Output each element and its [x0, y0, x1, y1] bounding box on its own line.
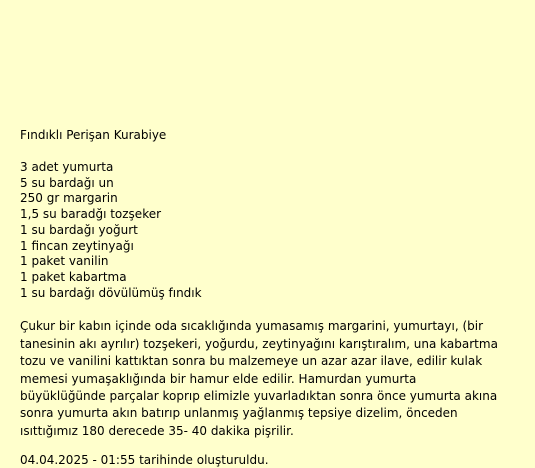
ingredient-item: 1 su bardağı dövülümüş fındık: [20, 285, 202, 300]
ingredient-item: 1 su bardağı yoğurt: [20, 222, 138, 237]
ingredient-item: 1,5 su baradğı tozşeker: [20, 207, 162, 222]
ingredient-item: 1 paket kabartma: [20, 269, 127, 284]
created-timestamp: 04.04.2025 - 01:55 tarihinde oluşturuldu.: [20, 453, 269, 468]
recipe-document: [20, 127, 525, 468]
recipe-title: Fındıklı Perişan Kurabiye: [20, 128, 167, 142]
ingredient-item: 3 adet yumurta: [20, 160, 114, 174]
ingredient-list: [20, 160, 525, 301]
recipe-instructions: Çukur bir kabın içinde oda sıcaklığında yumasamış margarini, yumurtayı, (bir tanesinin akı ayrılır) tozşekeri, yoğurdu, zeytinyağını karıştıralım, una kabartma tozu ve vanilini kattıktan sonra bu malzemeye un azar azar ilave, edilir kulak memesi yumaşaklığında bir hamur elde edilir. Hamurdan yumurta büyüklüğünde parçalar koprıp elimizle yuvarladıktan sonra önce yumurta akına sonra yumurta akın batırıp unlanmış yağlanmış tepsiye dizelim, önceden ısıttığımız 180 derecede 35- 40 dakika pişrilir.: [20, 319, 498, 438]
ingredient-item: 1 paket vanilin: [20, 254, 109, 269]
ingredient-item: 250 gr margarin: [20, 191, 118, 206]
ingredient-item: 5 su bardağı un: [20, 175, 114, 190]
ingredient-item: 1 fincan zeytinyağı: [20, 238, 134, 253]
